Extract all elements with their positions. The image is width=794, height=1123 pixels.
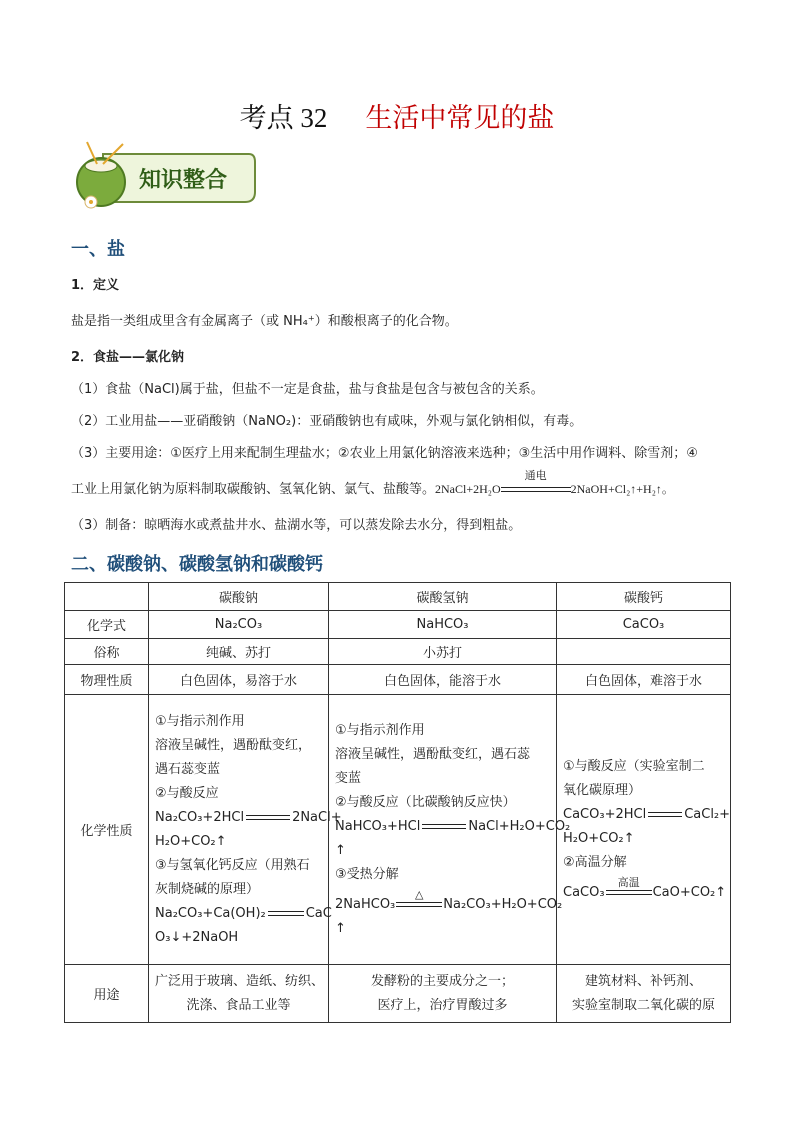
text-line: 遇石蕊变蓝: [155, 761, 221, 777]
section-heading-carbonates: 二、碳酸钠、碳酸氢钠和碳酸钙: [71, 554, 323, 575]
page-title: [0, 96, 794, 135]
table-cell: Na₂CO₃: [149, 611, 329, 639]
formula-left: Na₂CO₃+Ca(OH)₂: [155, 905, 266, 921]
heat-symbol: △: [415, 888, 424, 901]
salt-item-4: （3）制备：晾晒海水或煮盐井水、盐湖水等，可以蒸发除去水分，得到粗盐。: [71, 518, 522, 533]
electrolysis-formula-right: 2NaOH+Cl₂↑+H₂↑。: [570, 482, 674, 496]
formula-left: 2NaHCO₃: [335, 896, 396, 912]
carbonates-table: [64, 582, 731, 1023]
formula-right: CaC: [305, 905, 332, 921]
text-line: ①与酸反应（实验室制二: [563, 758, 705, 774]
salt-item-3-continued: [71, 468, 674, 497]
formula-right: CaO+CO₂↑: [652, 884, 727, 900]
text-line: ③与氢氧化钙反应（用熟石: [155, 857, 310, 873]
table-header-cell: 碳酸钙: [557, 583, 731, 611]
topic-title: 生活中常见的盐: [365, 103, 555, 134]
salt-item-3-cont-text: 工业上用氯化钠为原料制取碳酸钠、氢氧化钠、氯气、盐酸等。: [71, 482, 436, 497]
formula-line: [563, 876, 727, 905]
high-temp-label: 高温: [617, 876, 640, 889]
text-line: 洗涤、食品工业等: [186, 997, 291, 1013]
table-salt-heading: 2．食盐——氯化钠: [71, 350, 185, 365]
text-line: 实验室制取二氧化碳的原: [571, 997, 715, 1013]
formula-right: 2NaCl+: [292, 809, 342, 825]
table-row: [65, 639, 731, 665]
text-line: 广泛用于玻璃、造纸、纺织、: [155, 973, 325, 989]
electrolysis-condition-label: 通电: [524, 468, 547, 482]
table-cell: 俗称: [65, 639, 149, 665]
text-line: ③受热分解: [335, 866, 399, 882]
text-line: 变蓝: [335, 770, 362, 786]
banner-label: 知识整合: [138, 167, 228, 192]
salt-item-3: （3）主要用途：①医疗上用来配制生理盐水；②农业上用氯化钠溶液来选种；③生活中用作调料、除雪剂；④: [71, 446, 698, 461]
text-line: 医疗上，治疗胃酸过多: [377, 997, 508, 1013]
table-cell: [557, 639, 731, 665]
formula-right: NaCl+H₂O+CO₂: [468, 818, 571, 834]
formula-line: [155, 902, 332, 926]
text-line: 灰制烧碱的原理）: [155, 881, 260, 897]
formula-line: [563, 803, 731, 827]
heat-condition: [395, 888, 443, 911]
table-cell: 白色固体，能溶于水: [329, 665, 557, 695]
chem-caco3-cell: [557, 695, 731, 965]
text-line: O₃↓+2NaOH: [155, 929, 239, 945]
text-line: ①与指示剂作用: [155, 713, 245, 729]
salt-item-1: （1）食盐（NaCl)属于盐，但盐不一定是食盐，盐与食盐是包含与被包含的关系。: [71, 382, 544, 397]
use-caco3-cell: [557, 965, 731, 1023]
table-row: [65, 583, 731, 611]
definition-text: 盐是指一类组成里含有金属离子（或 NH₄⁺）和酸根离子的化合物。: [71, 314, 458, 329]
formula-left: CaCO₃+2HCl: [563, 806, 647, 822]
table-cell: 小苏打: [329, 639, 557, 665]
topic-number: 考点 32: [239, 103, 328, 133]
text-line: ↑: [335, 842, 346, 858]
high-temp-condition: [605, 876, 653, 899]
text-line: ②高温分解: [563, 854, 627, 870]
electrolysis-formula-left: 2NaCl+2H₂O: [435, 482, 501, 496]
text-line: ↑: [335, 920, 346, 936]
table-cell: NaHCO₃: [329, 611, 557, 639]
chem-na2co3-cell: [149, 695, 342, 965]
knowledge-banner: [73, 140, 257, 214]
text-line: 发酵粉的主要成分之一；: [370, 973, 514, 989]
formula-left: NaHCO₃+HCl: [335, 818, 421, 834]
formula-left: CaCO₃: [563, 884, 605, 900]
table-row: [65, 695, 731, 965]
section-heading-salt: 一、盐: [71, 239, 125, 260]
text-line: H₂O+CO₂↑: [155, 833, 227, 849]
formula-left: Na₂CO₃+2HCl: [155, 809, 245, 825]
formula-line: [335, 815, 571, 839]
table-cell: 化学式: [65, 611, 149, 639]
electrolysis-condition: [501, 468, 571, 495]
table-row: [65, 665, 731, 695]
text-line: 溶液呈碱性，遇酚酞变红，遇石蕊: [335, 746, 531, 762]
text-line: ②与酸反应: [155, 785, 219, 801]
table-header-cell: 碳酸钠: [149, 583, 329, 611]
salt-item-2: （2）工业用盐——亚硝酸钠（NaNO₂)：亚硝酸钠也有咸味，外观与氯化钠相似，有毒。: [71, 414, 583, 429]
use-na2co3-cell: [149, 965, 329, 1023]
chem-nahco3-cell: [329, 695, 571, 965]
definition-heading: 1．定义: [71, 278, 120, 293]
text-line: ①与指示剂作用: [335, 722, 425, 738]
table-header-cell: 碳酸氢钠: [329, 583, 557, 611]
table-row: [65, 611, 731, 639]
table-cell: 化学性质: [65, 695, 149, 965]
text-line: H₂O+CO₂↑: [563, 830, 635, 846]
table-cell: 白色固体，易溶于水: [149, 665, 329, 695]
use-nahco3-cell: [329, 965, 557, 1023]
formula-right: Na₂CO₃+H₂O+CO₂: [443, 896, 563, 912]
table-cell: 纯碱、苏打: [149, 639, 329, 665]
formula-line: [155, 806, 342, 830]
text-line: ②与酸反应（比碳酸钠反应快）: [335, 794, 516, 810]
equals-sign: [422, 824, 466, 829]
table-cell: 用途: [65, 965, 149, 1023]
formula-line: [335, 888, 563, 917]
table-cell: 物理性质: [65, 665, 149, 695]
text-line: 氧化碳原理）: [563, 782, 642, 798]
table-row: [65, 965, 731, 1023]
table-cell: CaCO₃: [557, 611, 731, 639]
equals-sign: [246, 815, 290, 820]
table-header-cell: [65, 583, 149, 611]
formula-right: CaCl₂+: [684, 806, 731, 822]
table-cell: 白色固体，难溶于水: [557, 665, 731, 695]
equals-sign: [268, 911, 304, 916]
equals-sign: [648, 812, 682, 817]
text-line: 建筑材料、补钙剂、: [584, 973, 702, 989]
text-line: 溶液呈碱性，遇酚酞变红，: [155, 737, 312, 753]
